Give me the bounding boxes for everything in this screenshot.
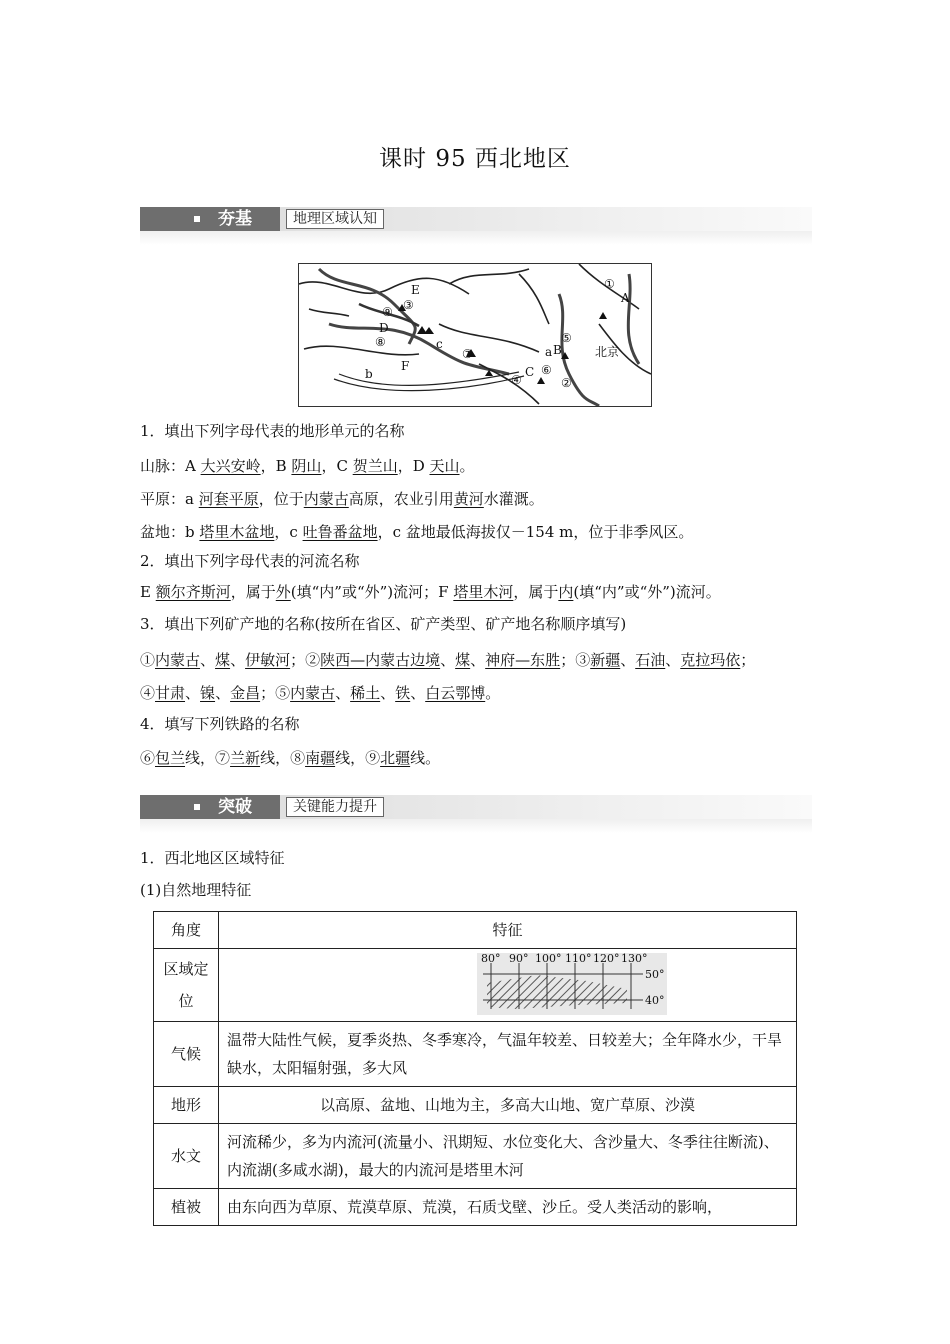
map-label-6: ⑥ bbox=[541, 363, 552, 377]
static-text: ； bbox=[740, 651, 756, 669]
map-label-beijing: 北京 bbox=[595, 345, 620, 359]
answer-text: 煤 bbox=[215, 651, 231, 669]
answer-text: 兰新 bbox=[230, 749, 261, 767]
lon-label: 100° bbox=[535, 953, 562, 965]
static-text: 线，⑦ bbox=[185, 749, 231, 767]
static-text: ，属于 bbox=[230, 583, 276, 601]
answer-text: 内蒙古 bbox=[290, 684, 336, 702]
static-text: ⑥ bbox=[140, 749, 156, 767]
answer-text: 贺兰山 bbox=[352, 457, 398, 475]
answer-text: 甘肃 bbox=[155, 684, 186, 702]
features-table bbox=[153, 911, 797, 1226]
table-header-cell: 特征 bbox=[219, 912, 797, 949]
static-text: 。 bbox=[485, 684, 501, 702]
static-text: (填“内”或“外”)流河；F bbox=[290, 583, 454, 601]
answer-text: 天山 bbox=[429, 457, 460, 475]
answer-text: 额尔齐斯河 bbox=[155, 583, 231, 601]
locator-cell bbox=[219, 949, 797, 1022]
answer-text: 塔里木盆地 bbox=[199, 523, 275, 541]
lon-label: 80° bbox=[481, 953, 501, 965]
map-label-2: ② bbox=[561, 376, 572, 390]
static-text: ④ bbox=[140, 684, 156, 702]
answer-text: 河套平原 bbox=[198, 490, 259, 508]
static-text: ，B bbox=[260, 457, 292, 475]
answer-text: 阴山 bbox=[291, 457, 322, 475]
map-label-c: c bbox=[436, 337, 443, 351]
static-text: 、 bbox=[440, 651, 456, 669]
static-text: ，位于 bbox=[258, 490, 304, 508]
static-text: 高原，农业引用 bbox=[348, 490, 454, 508]
q3-line1 bbox=[140, 649, 755, 670]
locator-map bbox=[477, 953, 677, 1017]
map-label-4: ④ bbox=[511, 373, 522, 387]
answer-text: 大兴安岭 bbox=[200, 457, 261, 475]
lat-label: 40° bbox=[645, 994, 665, 1007]
answer-text: 稀土 bbox=[350, 684, 381, 702]
map-label-D: D bbox=[379, 321, 389, 335]
table-header-row bbox=[154, 912, 797, 949]
answer-text: 内蒙古 bbox=[303, 490, 349, 508]
table-header-cell: 角度 bbox=[154, 912, 219, 949]
table-row bbox=[154, 949, 797, 1022]
answer-text: 神府—东胜 bbox=[485, 651, 561, 669]
q1-mountains bbox=[140, 455, 475, 476]
answer-text: 白云鄂博 bbox=[425, 684, 486, 702]
answer-text: 煤 bbox=[455, 651, 471, 669]
answer-text: 金昌 bbox=[230, 684, 261, 702]
answer-text: 石油 bbox=[635, 651, 666, 669]
banner-tag: 夯基 bbox=[218, 209, 252, 229]
map-label-5: ⑤ bbox=[561, 331, 572, 345]
answer-text: 陕西—内蒙古边境 bbox=[320, 651, 441, 669]
map-label-C: C bbox=[525, 365, 535, 379]
region-map bbox=[298, 263, 652, 407]
answer-text: 内 bbox=[558, 583, 574, 601]
static-text: 。 bbox=[459, 457, 475, 475]
map-label-8: ⑧ bbox=[375, 335, 386, 349]
static-text: ，C bbox=[321, 457, 353, 475]
table-row bbox=[154, 1087, 797, 1124]
lon-label: 120° bbox=[593, 953, 620, 965]
banner-subtitle: 关键能力提升 bbox=[286, 797, 384, 817]
row-label: 地形 bbox=[154, 1087, 219, 1124]
q4-heading: 4．填写下列铁路的名称 bbox=[140, 715, 300, 733]
map-label-7: ⑦ bbox=[462, 347, 473, 361]
map-label-9: ⑨ bbox=[382, 305, 393, 319]
q4-line bbox=[140, 747, 440, 768]
answer-text: 外 bbox=[275, 583, 291, 601]
map-label-b: b bbox=[365, 367, 373, 381]
section2-subheading: (1)自然地理特征 bbox=[140, 881, 252, 899]
answer-text: 镍 bbox=[200, 684, 216, 702]
row-label: 水文 bbox=[154, 1124, 219, 1189]
q2-line bbox=[140, 581, 721, 602]
answer-text: 吐鲁番盆地 bbox=[302, 523, 378, 541]
static-text: 、 bbox=[335, 684, 351, 702]
static-text: 平原：a bbox=[140, 490, 199, 508]
q2-heading: 2．填出下列字母代表的河流名称 bbox=[140, 552, 360, 570]
static-text: (填“内”或“外”)流河。 bbox=[573, 583, 721, 601]
section2-heading: 1．西北地区区域特征 bbox=[140, 849, 285, 867]
banner-tag: 突破 bbox=[218, 797, 252, 817]
q1-plains bbox=[140, 488, 544, 509]
table-row bbox=[154, 1124, 797, 1189]
answer-text: 塔里木河 bbox=[453, 583, 514, 601]
static-text: 、 bbox=[410, 684, 426, 702]
lon-label: 130° bbox=[621, 953, 648, 965]
q3-heading: 3．填出下列矿产地的名称(按所在省区、矿产类型、矿产地名称顺序填写) bbox=[140, 615, 627, 633]
static-text: 线。 bbox=[410, 749, 441, 767]
answer-text: 包兰 bbox=[155, 749, 186, 767]
static-text: 盆地：b bbox=[140, 523, 200, 541]
map-label-3: ③ bbox=[403, 298, 414, 312]
static-text: ，c 盆地最低海拔仅－154 m，位于非季风区。 bbox=[377, 523, 694, 541]
static-text: E bbox=[140, 583, 156, 601]
static-text: 、 bbox=[215, 684, 231, 702]
static-text: 、 bbox=[620, 651, 636, 669]
static-text: 、 bbox=[200, 651, 216, 669]
static-text: ，属于 bbox=[513, 583, 559, 601]
page-title: 课时 95 西北地区 bbox=[379, 146, 571, 172]
static-text: 、 bbox=[185, 684, 201, 702]
row-label: 区域定位 bbox=[154, 949, 219, 1022]
table-row bbox=[154, 1022, 797, 1087]
answer-text: 内蒙古 bbox=[155, 651, 201, 669]
static-text: ；③ bbox=[560, 651, 591, 669]
answer-text: 新疆 bbox=[590, 651, 621, 669]
static-text: ；② bbox=[290, 651, 321, 669]
map-label-B: B bbox=[553, 343, 562, 357]
section-banner-breakthrough bbox=[140, 795, 812, 835]
static-text: 、 bbox=[470, 651, 486, 669]
map-label-E: E bbox=[411, 283, 420, 297]
map-label-a: a bbox=[545, 345, 553, 359]
row-label: 植被 bbox=[154, 1189, 219, 1226]
lon-label: 110° bbox=[565, 953, 592, 965]
row-text: 由东向西为草原、荒漠草原、荒漠，石质戈壁、沙丘。受人类活动的影响， bbox=[219, 1189, 797, 1226]
static-text: ，D bbox=[397, 457, 430, 475]
map-label-1: ① bbox=[604, 277, 615, 291]
answer-text: 北疆 bbox=[380, 749, 411, 767]
static-text: 线，⑨ bbox=[335, 749, 381, 767]
row-label: 气候 bbox=[154, 1022, 219, 1087]
q3-line2 bbox=[140, 682, 500, 703]
q1-heading: 1．填出下列字母代表的地形单元的名称 bbox=[140, 422, 405, 440]
answer-text: 克拉玛依 bbox=[680, 651, 741, 669]
row-text: 温带大陆性气候，夏季炎热、冬季寒冷，气温年较差、日较差大；全年降水少，干旱缺水，太阳辐射强，多大风 bbox=[219, 1022, 797, 1087]
q1-basins bbox=[140, 521, 693, 542]
lon-label: 90° bbox=[509, 953, 529, 965]
map-label-F: F bbox=[401, 359, 410, 373]
lat-label: 50° bbox=[645, 968, 665, 981]
answer-text: 伊敏河 bbox=[245, 651, 291, 669]
static-text: 、 bbox=[230, 651, 246, 669]
static-text: 、 bbox=[665, 651, 681, 669]
table-row bbox=[154, 1189, 797, 1226]
static-text: ，c bbox=[274, 523, 303, 541]
static-text: ；⑤ bbox=[260, 684, 291, 702]
answer-text: 铁 bbox=[395, 684, 411, 702]
static-text: 山脉：A bbox=[140, 457, 201, 475]
static-text: 、 bbox=[380, 684, 396, 702]
row-text: 以高原、盆地、山地为主，多高大山地、宽广草原、沙漠 bbox=[219, 1087, 797, 1124]
static-text: ① bbox=[140, 651, 156, 669]
map-label-A: A bbox=[621, 291, 630, 305]
banner-subtitle: 地理区域认知 bbox=[286, 209, 384, 229]
static-text: 水灌溉。 bbox=[483, 490, 544, 508]
answer-text: 黄河 bbox=[453, 490, 484, 508]
section-banner-basics bbox=[140, 207, 812, 247]
row-text: 河流稀少，多为内流河(流量小、汛期短、水位变化大、含沙量大、冬季往往断流)、内流湖(多咸水湖)，最大的内流河是塔里木河 bbox=[219, 1124, 797, 1189]
static-text: 线，⑧ bbox=[260, 749, 306, 767]
answer-text: 南疆 bbox=[305, 749, 336, 767]
